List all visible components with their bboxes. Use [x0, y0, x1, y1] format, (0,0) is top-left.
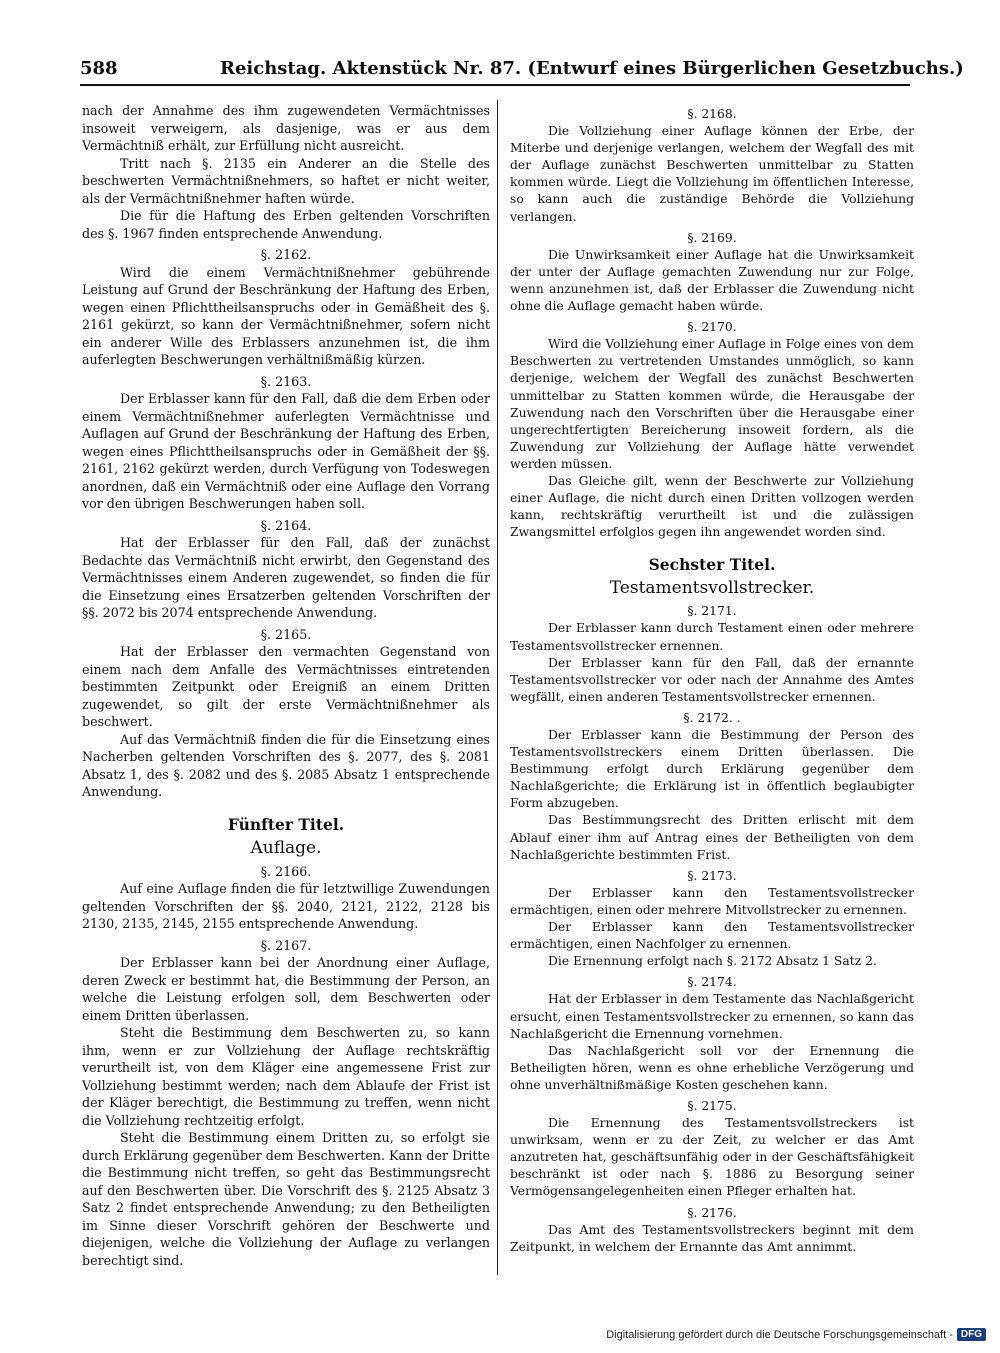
- paragraph: Das Gleiche gilt, wenn der Beschwerte zur Vollziehung einer Auflage, die nicht durch einen Dritten vollzogen werden kann, rechtskräftig verurtheilt ist und die zulässigen Zwangsmittel erfolglos gegen ihn angewendet worden sind.: [510, 473, 914, 540]
- running-title: Reichstag. Aktenstück Nr. 87. (Entwurf eines Bürgerlichen Gesetzbuchs.): [220, 58, 964, 79]
- title-heading: Sechster Titel.: [648, 555, 776, 575]
- section-heading: §. 2165.: [260, 626, 312, 642]
- paragraph: Auf eine Auflage finden die für letztwillige Zuwendungen geltenden Vorschriften der §§. 2040, 2121, 2122, 2128 bis 2130, 2135, 2145, 2155 entsprechende Anwendung.: [82, 881, 490, 931]
- paragraph: Das Bestimmungsrecht des Dritten erlischt mit dem Ablauf einer ihm auf Antrag eines der Betheiligten von dem Nachlaßgerichte bestimmten Frist.: [510, 813, 914, 862]
- column-divider: [497, 100, 498, 1275]
- section-heading: §. 2170.: [687, 320, 737, 335]
- section-heading: §. 2173.: [687, 868, 737, 883]
- section-heading: §. 2171.: [687, 604, 737, 619]
- right-column: [510, 102, 914, 1256]
- section-heading: §. 2166.: [260, 863, 312, 879]
- paragraph: Wird die einem Vermächtnißnehmer gebührende Leistung auf Grund der Beschränkung der Haftung des Erben, wegen einen Pflichttheilsanspruchs oder in Gemäßheit des §. 2161 gekürzt, so kann der Vermächtnißnehmer, sofern nicht ein anderer Wille des Erblassers anzunehmen ist, die ihm auferlegten Beschwerungen verhältnißmäßig kürzen.: [82, 264, 490, 367]
- section-heading: §. 2175.: [687, 1098, 737, 1113]
- paragraph: Steht die Bestimmung dem Beschwerten zu, so kann ihm, wenn er zur Vollziehung der Auflage rechtskräftig verurtheilt ist, von dem Kläger eine angemessene Frist zur Vollziehung bestimmt werden; nach dem Ablaufe der Frist ist der Kläger berechtigt, die Bestimmung zu treffen, wenn nicht die Vollziehung rechtzeitig erfolgt.: [82, 1025, 490, 1128]
- title-heading: Fünfter Titel.: [227, 814, 345, 834]
- paragraph: Hat der Erblasser in dem Testamente das Nachlaßgericht ersucht, einen Testamentsvollstrecker zu ernennen, so kann das Nachlaßgericht die Ernennung vornehmen.: [510, 992, 914, 1041]
- digitization-footer: [606, 1328, 986, 1341]
- paragraph: Die für die Haftung des Erben geltenden Vorschriften des §. 1967 finden entsprechende Anwendung.: [82, 208, 490, 241]
- section-heading: §. 2162.: [260, 247, 312, 262]
- section-heading: §. 2176.: [687, 1205, 737, 1220]
- paragraph: Der Erblasser kann den Testamentsvollstrecker ermächtigen, einen oder mehrere Mitvollstrecker zu ernennen.: [510, 885, 914, 917]
- paragraph: Die Ernennung des Testamentsvollstreckers ist unwirksam, wenn er zu der Zeit, zu welcher er das Amt anzutreten hat, geschäftsunfähig oder in der Geschäftsfähigkeit beschränkt ist oder nach §. 1886 zu Besorgung seiner Vermögensangelegenheiten einen Pfleger erhalten hat.: [510, 1116, 914, 1199]
- paragraph: Auf das Vermächtniß finden die für die Einsetzung eines Nacherben geltenden Vorschriften des §. 2077, des §. 2081 Absatz 1, des §. 2082 und des §. 2085 Absatz 1 entsprechende Anwendung.: [82, 731, 490, 799]
- paragraph: Die Ernennung erfolgt nach §. 2172 Absatz 1 Satz 2.: [548, 954, 877, 969]
- paragraph: Die Vollziehung einer Auflage können der Erbe, der Miterbe und derjenige verlangen, welchem der Wegfall des mit der Auflage zunächst Beschwerten unmittelbar zu Statten kommen würde. Liegt die Vollziehung im öffentlichen Interesse, so kann auch die zuständige Behörde die Vollziehung verlangen.: [510, 124, 914, 224]
- paragraph: Das Amt des Testamentsvollstreckers beginnt mit dem Zeitpunkt, in welchem der Ernannte das Amt annimmt.: [510, 1222, 914, 1254]
- paragraph: Hat der Erblasser für den Fall, daß der zunächst Bedachte das Vermächtniß nicht erwirbt, den Gegenstand des Vermächtnisses einem Anderen zugewendet, so finden die für die Einsetzung eines Ersatzerben geltenden Vorschriften der §§. 2072 bis 2074 entsprechende Anwendung.: [82, 535, 490, 620]
- page-number: 588: [80, 58, 118, 79]
- paragraph: Wird die Vollziehung einer Auflage in Folge eines von dem Beschwerten zu vertretenden Umstandes unmöglich, so kann derjenige, welchem der Wegfall des zunächst Beschwerten unmittelbar zu Statten kommen würde, die Herausgabe der Zuwendung nach den Vorschriften über die Herausgabe einer ungerechtfertigten Bereicherung insoweit fordern, als die Zuwendung zur Vollziehung der Auflage hätte verwendet werden müssen.: [510, 337, 914, 471]
- paragraph: Der Erblasser kann bei der Anordnung einer Auflage, deren Zweck er bestimmt hat, die Bestimmung der Person, an welche die Leistung erfolgen soll, dem Beschwerten oder einem Dritten überlassen.: [82, 955, 490, 1023]
- paragraph: Der Erblasser kann für den Fall, daß die dem Erben oder einem Vermächtnißnehmer auferlegten Vermächtnisse und Auflagen auf Grund der Beschränkung der Haftung des Erben, wegen eines Pflichttheilsanspruchs oder in Gemäßheit der §§. 2161, 2162 gekürzt werden, durch Verfügung von Todeswegen anordnen, daß ein Vermächtniß oder eine Auflage den Vorrang vor den übrigen Beschwerungen haben soll.: [82, 391, 490, 511]
- paragraph: Das Nachlaßgericht soll vor der Ernennung die Betheiligten hören, wenn es ohne erhebliche Verzögerung und ohne unverhältnißmäßige Kosten geschehen kann.: [510, 1043, 914, 1092]
- dfg-logo: DFG: [957, 1328, 986, 1341]
- section-heading: §. 2174.: [687, 975, 737, 990]
- left-column: [82, 102, 490, 1269]
- paragraph: Der Erblasser kann durch Testament einen oder mehrere Testamentsvollstrecker ernennen.: [510, 621, 914, 653]
- page-header: [80, 58, 964, 86]
- footer-text: Digitalisierung gefördert durch die Deutsche Forschungsgemeinschaft -: [606, 1328, 953, 1341]
- paragraph: Steht die Bestimmung einem Dritten zu, so erfolgt sie durch Erklärung gegenüber dem Beschwerten. Kann der Dritte die Bestimmung nicht treffen, so geht das Bestimmungsrecht auf den Beschwerten über. Die Vorschrift des §. 2125 Absatz 3 Satz 2 findet entsprechende Anwendung; zu den Betheiligten im Sinne dieser Vorschrift gehören der Beschwerte und diejenigen, welche die Vollziehung der Auflage zu verlangen berechtigt sind.: [82, 1130, 490, 1268]
- section-heading: §. 2169.: [687, 230, 737, 245]
- subtitle-heading: Auflage.: [250, 837, 322, 858]
- paragraph: Hat der Erblasser den vermachten Gegenstand von einem nach dem Anfalle des Vermächtnisses eintretenden bestimmten Zeitpunkt oder Ereigniß an einem Dritten zugewendet, so gilt der erste Vermächtnißnehmer als beschwert.: [82, 644, 490, 729]
- section-heading: §. 2167.: [260, 937, 312, 953]
- section-heading: §. 2172. .: [683, 710, 741, 725]
- paragraph: Die Unwirksamkeit einer Auflage hat die Unwirksamkeit der unter der Auflage gemachten Zuwendung nur zur Folge, wenn anzunehmen ist, daß der Erblasser die Zuwendung nicht ohne die Auflage gemacht haben würde.: [510, 247, 914, 314]
- paragraph: Der Erblasser kann für den Fall, daß der ernannte Testamentsvollstrecker vor oder nach der Annahme des Amtes wegfällt, einen anderen Testamentsvollstrecker ernennen.: [510, 655, 914, 704]
- paragraph: Der Erblasser kann den Testamentsvollstrecker ermächtigen, einen Nachfolger zu ernennen.: [510, 920, 914, 952]
- paragraph: Der Erblasser kann die Bestimmung der Person des Testamentsvollstreckers einem Dritten überlassen. Die Bestimmung erfolgt durch Erklärung gegenüber dem Nachlaßgerichte; die Erklärung ist in öffentlich beglaubigter Form abzugeben.: [510, 728, 914, 811]
- paragraph: nach der Annahme des ihm zugewendeten Vermächtnisses insoweit verweigern, als dasjenige, was er aus dem Vermächtniß erhält, zur Erfüllung nicht ausreicht.: [82, 103, 490, 153]
- paragraph: Tritt nach §. 2135 ein Anderer an die Stelle des beschwerten Vermächtnißnehmers, so haftet er nicht weiter, als der Vermächtnißnehmer haften würde.: [82, 155, 490, 206]
- subtitle-heading: Testamentsvollstrecker.: [609, 578, 815, 599]
- section-heading: §. 2163.: [260, 373, 312, 389]
- section-heading: §. 2164.: [260, 517, 312, 533]
- section-heading: §. 2168.: [687, 107, 737, 121]
